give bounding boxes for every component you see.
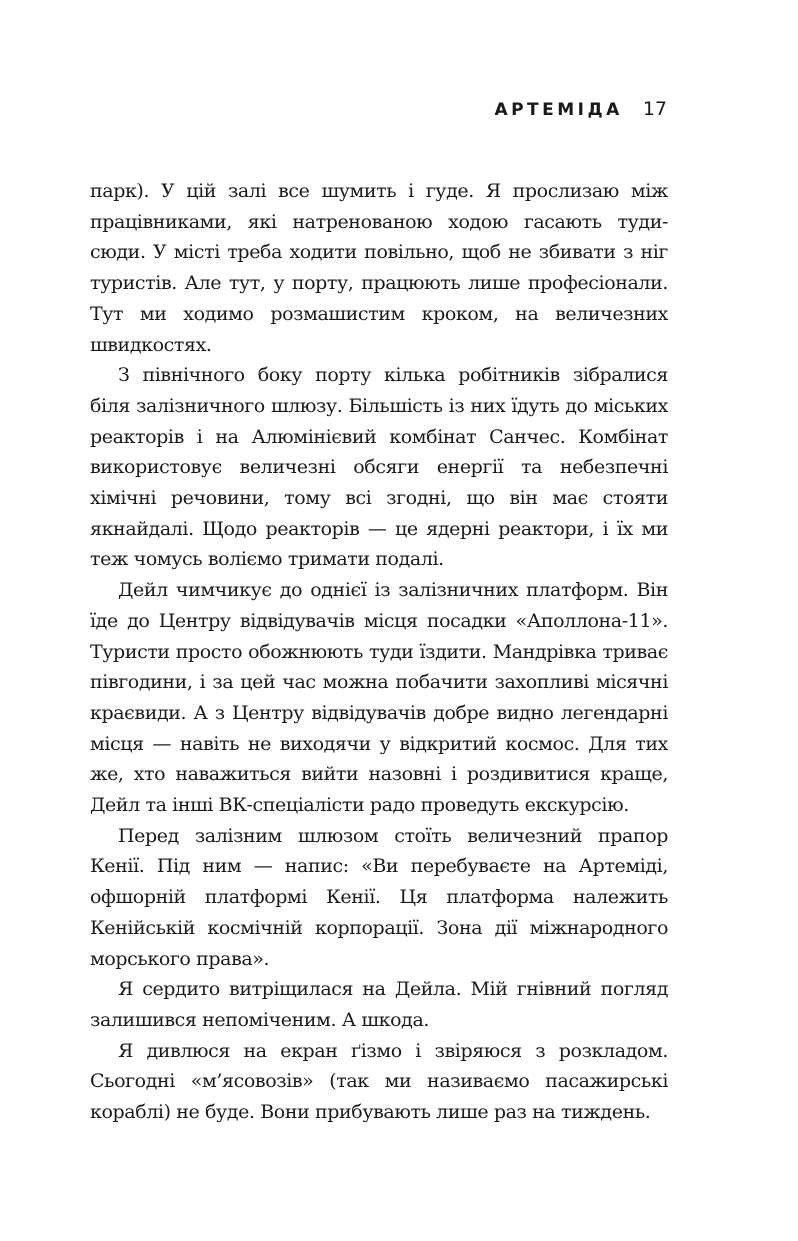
body-text bbox=[90, 176, 668, 1128]
paragraph-5: Я сердито витріщилася на Дейла. Мій гнівний погляд залишився непоміченим. А шкода. bbox=[90, 978, 668, 1031]
paragraph-2: З північного боку порту кілька робітників зібралися біля залізничного шлюзу. Більшість із них їдуть до міських реакторів і на Алюмінієвий комбінат Санчес. Комбінат використовує величезні обсяги енергії та небезпечні хімічні речовини, тому всі згодні, що він має стояти якнайдалі. Щодо реакторів — це ядерні реактори, і їх ми теж чомусь воліємо тримати подалі. bbox=[90, 364, 668, 571]
paragraph-3: Дейл чимчикує до однієї із залізничних платформ. Він їде до Центру відвідувачів місця посадки «Аполлона-11». Туристи просто обожнюють туди їздити. Мандрівка триває півгодини, і за цей час можна побачити захопливі місячні краєвиди. А з Центру відвідувачів добре видно легендарні місця — навіть не виходячи у відкритий космос. Для тих же, хто наважиться вийти назовні і роздивитися краще, Дейл та інші ВК-спеціалісти радо проведуть екскурсію. bbox=[90, 579, 668, 817]
running-header bbox=[494, 98, 667, 120]
paragraph-6: Я дивлюся на екран ґізмо і звіряюся з розкладом. Сьогодні «м’ясовозів» (так ми називаємо пасажирські кораблі) не буде. Вони прибувають лише раз на тиждень. bbox=[90, 1039, 668, 1124]
paragraph-1: парк). У цій залі все шумить і гуде. Я прослизаю між працівниками, які натренованою ходою гасають туди-сюди. У місті треба ходити повільно, щоб не збивати з ніг туристів. Але тут, у порту, працюють лише професіонали. Тут ми ходимо розмашистим кроком, на величезних швидкостях. bbox=[90, 180, 668, 356]
paragraph-4: Перед залізним шлюзом стоїть величезний прапор Кенії. Під ним — напис: «Ви перебуваєте на Артеміді, офшорній платформі Кенії. Ця платформа належить Кенійській космічній корпорації. Зона дії міжнародного морського права». bbox=[90, 824, 668, 970]
page-number: 17 bbox=[642, 98, 667, 120]
book-title: АРТЕМІДА bbox=[494, 100, 623, 120]
